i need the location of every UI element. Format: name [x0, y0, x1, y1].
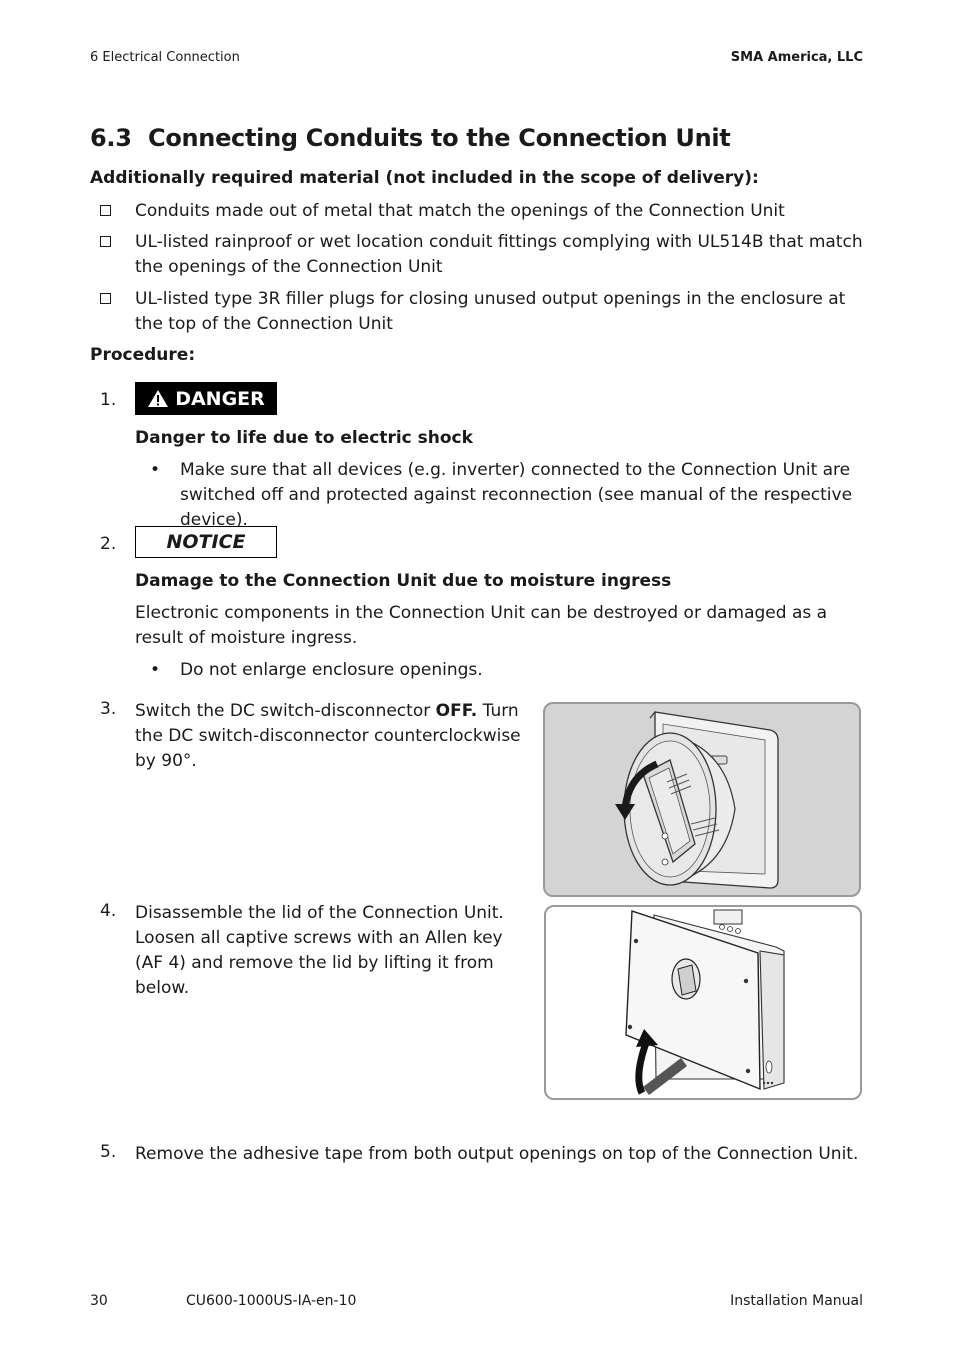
material-heading: Additionally required material (not included in the scope of delivery): [90, 168, 759, 188]
step-number: 1. [100, 390, 117, 410]
footer-doc-type: Installation Manual [730, 1293, 863, 1309]
step3-text-bold: OFF. [435, 701, 478, 721]
notice-bullet-text: Do not enlarge enclosure openings. [180, 660, 483, 680]
step5-text: Remove the adhesive tape from both output openings on top of the Connection Unit. [135, 1144, 859, 1164]
procedure-heading: Procedure: [90, 345, 196, 365]
checkbox-icon [100, 236, 111, 247]
bullet-icon: • [150, 660, 161, 680]
step3-text [135, 699, 525, 774]
connection-unit-lid-illustration [544, 905, 862, 1100]
step-number: 2. [100, 534, 117, 554]
material-item-text: Conduits made out of metal that match the openings of the Connection Unit [135, 201, 785, 221]
step-number: 4. [100, 901, 117, 921]
step-number: 5. [100, 1142, 117, 1162]
warning-triangle-icon [147, 389, 169, 408]
checkbox-icon [100, 205, 111, 216]
section-title [90, 124, 730, 152]
step3-text-b: Turn the DC switch-disconnector counterclockwise by 90°. [135, 701, 521, 771]
step-number: 3. [100, 699, 117, 719]
danger-label-text: DANGER [175, 387, 265, 410]
danger-label [135, 382, 277, 415]
notice-label: NOTICE [135, 526, 277, 558]
step3-text-a: Switch the DC switch-disconnector [135, 701, 436, 721]
section-title-text: Connecting Conduits to the Connection Unit [148, 124, 731, 152]
header-company: SMA America, LLC [730, 50, 863, 65]
checkbox-icon [100, 293, 111, 304]
notice-text: Electronic components in the Connection Unit can be destroyed or damaged as a result of moisture ingress. [135, 603, 828, 648]
material-item-text: UL-listed type 3R filler plugs for closing unused output openings in the enclosure at the top of the Connection Unit [135, 289, 846, 334]
footer-page-number: 30 [90, 1293, 108, 1309]
footer-doc-id: CU600-1000US-IA-en-10 [186, 1293, 357, 1309]
danger-title: Danger to life due to electric shock [135, 428, 473, 448]
dc-switch-illustration [543, 702, 861, 897]
step4-text: Disassemble the lid of the Connection Unit. Loosen all captive screws with an Allen key (AF 4) and remove the lid by lifting it from below. [135, 903, 504, 998]
material-item-text: UL-listed rainproof or wet location conduit fittings complying with UL514B that match the openings of the Connection Unit [135, 232, 863, 277]
section-number: 6.3 [90, 124, 132, 152]
bullet-icon: • [150, 460, 161, 480]
header-chapter: 6 Electrical Connection [90, 50, 240, 65]
notice-title: Damage to the Connection Unit due to moisture ingress [135, 571, 672, 591]
danger-bullet-text: Make sure that all devices (e.g. inverter) connected to the Connection Unit are switched off and protected against reconnection (see manual of the respective device). [180, 460, 853, 530]
